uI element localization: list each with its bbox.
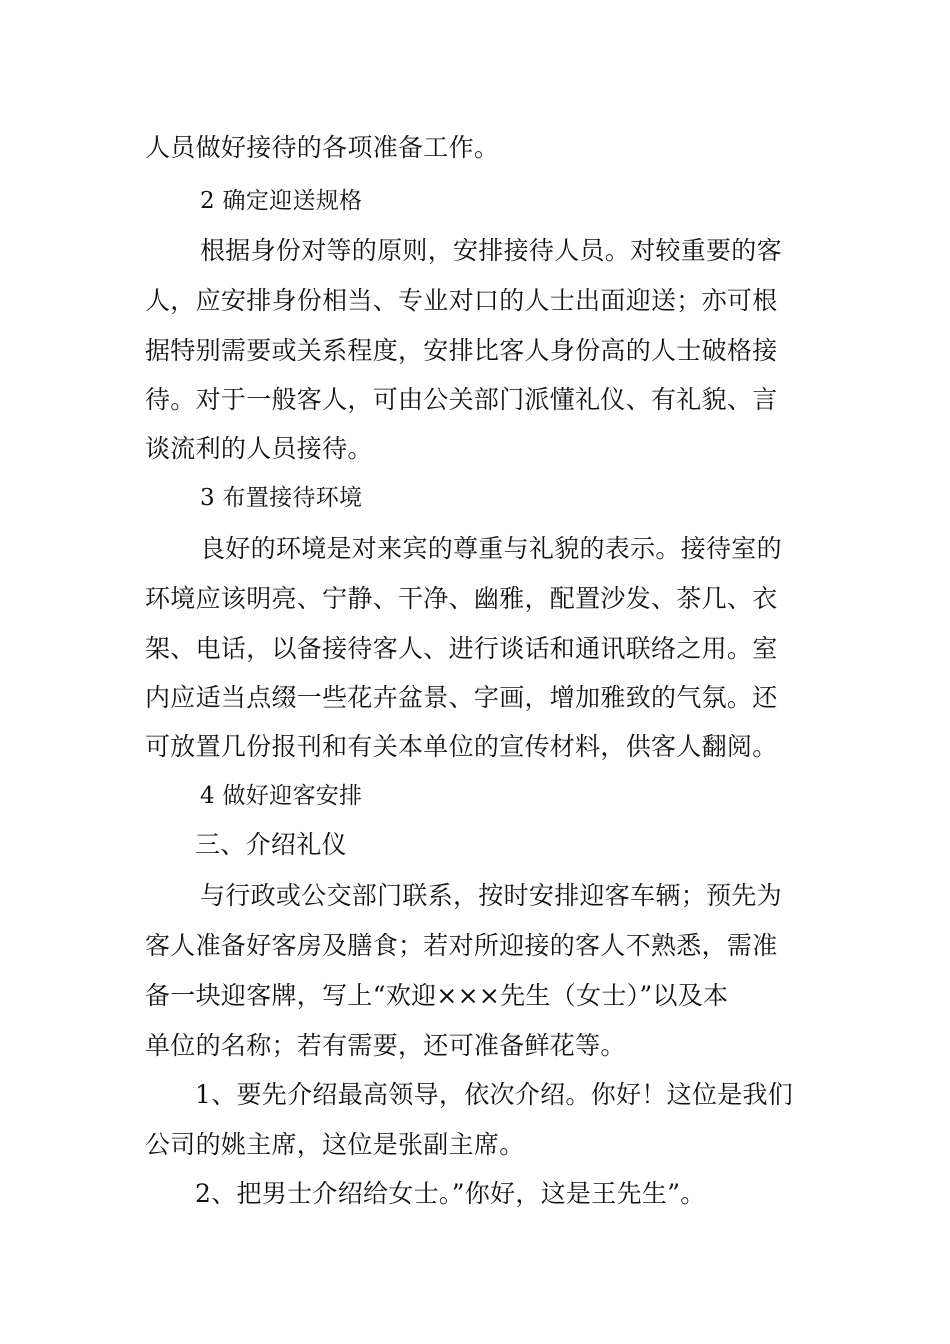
paragraph-line: 内应适当点缀一些花卉盆景、字画，增加雅致的气氛。还 bbox=[145, 683, 778, 712]
paragraph-line: 可放置几份报刊和有关本单位的宣传材料，供客人翻阅。 bbox=[145, 732, 778, 761]
list-item: 1、要先介绍最高领导，依次介绍。你好！这位是我们 bbox=[195, 1080, 794, 1109]
paragraph-line: 公司的姚主席，这位是张副主席。 bbox=[145, 1130, 525, 1159]
paragraph-line: 良好的环境是对来宾的尊重与礼貌的表示。接待室的 bbox=[200, 534, 782, 563]
paragraph-line: 与行政或公交部门联系，按时安排迎客车辆；预先为 bbox=[200, 881, 782, 910]
paragraph-line: 架、电话，以备接待客人、进行谈话和通讯联络之用。室 bbox=[145, 634, 778, 663]
paragraph-line: 根据身份对等的原则，安排接待人员。对较重要的客 bbox=[200, 236, 782, 265]
section-heading: 4 做好迎客安排 bbox=[200, 783, 363, 809]
section-heading: 3 布置接待环境 bbox=[200, 485, 363, 511]
paragraph-line: 备一块迎客牌，写上“欢迎×××先生（女士）”以及本 bbox=[145, 981, 729, 1010]
section-heading: 三、介绍礼仪 bbox=[195, 830, 347, 859]
paragraph-line: 环境应该明亮、宁静、干净、幽雅，配置沙发、茶几、衣 bbox=[145, 584, 778, 613]
paragraph-line: 据特别需要或关系程度，安排比客人身份高的人士破格接 bbox=[145, 336, 778, 365]
paragraph-line: 客人准备好客房及膳食；若对所迎接的客人不熟悉，需准 bbox=[145, 931, 778, 960]
list-item: 2、把男士介绍给女士。”你好，这是王先生”。 bbox=[195, 1179, 706, 1208]
paragraph-line: 人员做好接待的各项准备工作。 bbox=[145, 133, 500, 162]
paragraph-line: 谈流利的人员接待。 bbox=[145, 434, 373, 463]
section-heading: 2 确定迎送规格 bbox=[200, 188, 363, 214]
paragraph-line: 单位的名称；若有需要，还可准备鲜花等。 bbox=[145, 1031, 626, 1060]
paragraph-line: 待。对于一般客人，可由公关部门派懂礼仪、有礼貌、言 bbox=[145, 385, 778, 414]
paragraph-line: 人，应安排身份相当、专业对口的人士出面迎送；亦可根 bbox=[145, 286, 778, 315]
